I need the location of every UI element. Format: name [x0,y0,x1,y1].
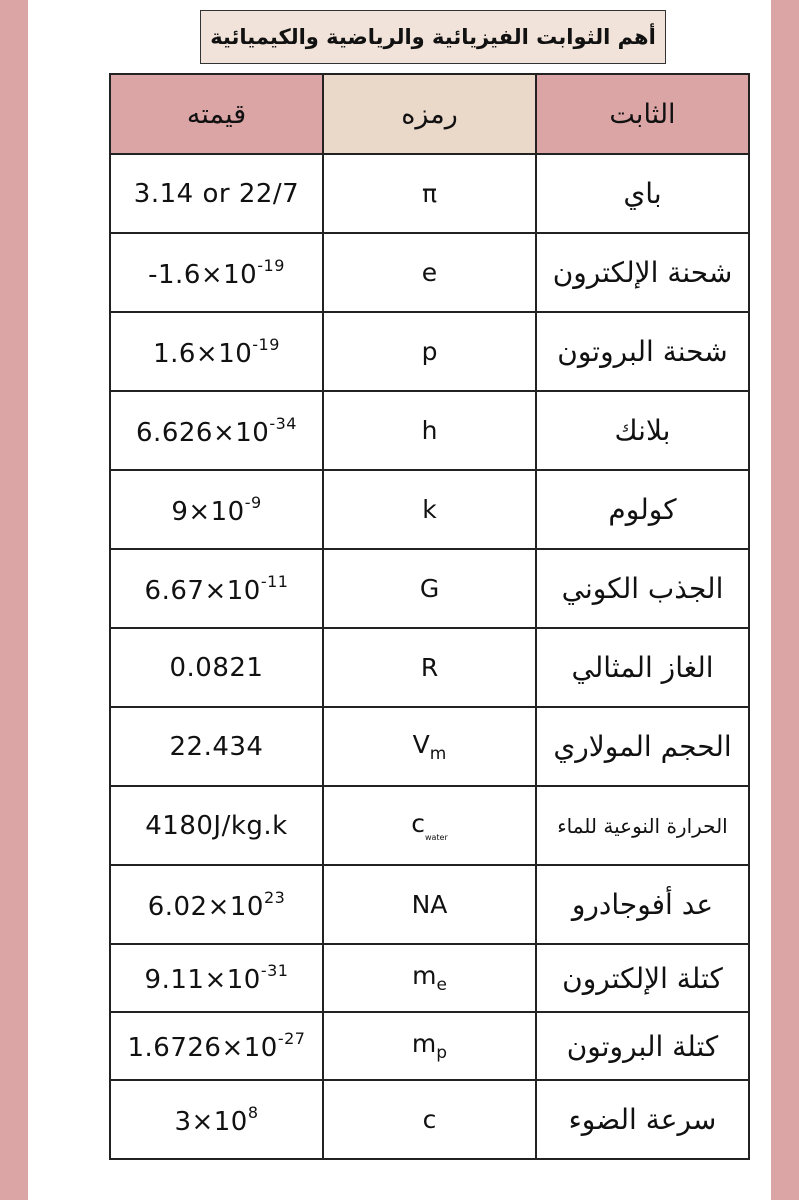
constant-name-cell: كتلة الإلكترون [536,944,749,1012]
value-exponent: 8 [247,1102,259,1122]
value-cell: 0.0821 [110,628,323,707]
value-cell [110,312,323,391]
value-base: 3×10 [174,1106,248,1137]
table-row [110,233,749,312]
value-cell [110,549,323,628]
value-exponent: -27 [277,1029,306,1048]
symbol-cell: c [323,1080,536,1159]
symbol-subscript: p [436,1043,448,1063]
symbol-cell: R [323,628,536,707]
constant-name-cell: كولوم [536,470,749,549]
value-cell: 3.14 or 22/7 [110,154,323,233]
table-row [110,391,749,470]
symbol-cell [323,707,536,786]
table-row [110,707,749,786]
constant-name-cell: الجذب الكوني [536,549,749,628]
value-base: -1.6×10 [148,259,258,290]
value-exponent: -31 [260,961,289,980]
symbol-base: c [411,809,425,838]
value-cell [110,233,323,312]
value-cell [110,470,323,549]
table-row [110,470,749,549]
value-exponent: -19 [252,334,280,354]
symbol-base: V [412,729,430,759]
symbol-subscript: water [424,833,448,842]
value-exponent: -11 [260,571,289,591]
symbol-cell: NA [323,865,536,944]
table-row [110,1080,749,1159]
value-exponent: 23 [263,887,286,907]
page-title: أهم الثوابت الفيزيائية والرياضية والكيميائية [200,10,666,64]
constant-name-cell: سرعة الضوء [536,1080,749,1159]
constant-name-cell: باي [536,154,749,233]
symbol-cell: p [323,312,536,391]
symbol-cell [323,944,536,1012]
value-base: 6.67×10 [144,575,261,606]
constant-name-cell: شحنة الإلكترون [536,233,749,312]
constant-name-cell: الغاز المثالي [536,628,749,707]
symbol-subscript: m [429,743,447,764]
value-cell [110,944,323,1012]
constant-name-cell: شحنة البروتون [536,312,749,391]
value-base: 1.6726×10 [127,1033,278,1063]
value-cell [110,1080,323,1159]
value-exponent: -9 [244,492,262,512]
page-sheet [28,0,771,1200]
constant-name-cell: الحرارة النوعية للماء [536,786,749,865]
value-base: 6.02×10 [147,891,264,922]
constant-name-cell: كتلة البروتون [536,1012,749,1080]
symbol-subscript: e [436,975,447,995]
value-cell [110,391,323,470]
value-base: 1.6×10 [153,338,253,369]
value-cell [110,1012,323,1080]
header-value: قيمته [110,74,323,154]
value-base: 6.626×10 [136,417,270,448]
constant-name-cell: عد أفوجادرو [536,865,749,944]
value-cell: 22.434 [110,707,323,786]
header-constant: الثابت [536,74,749,154]
table-row [110,1012,749,1080]
table-row [110,944,749,1012]
symbol-cell: G [323,549,536,628]
table-header-row [110,74,749,154]
header-symbol: رمزه [323,74,536,154]
table-row [110,312,749,391]
value-base: 9×10 [171,496,245,527]
constant-name-cell: الحجم المولاري [536,707,749,786]
table-row [110,549,749,628]
value-cell [110,865,323,944]
constants-table [109,73,750,1160]
symbol-cell [323,786,536,865]
symbol-cell: h [323,391,536,470]
constant-name-cell: بلانك [536,391,749,470]
symbol-cell: k [323,470,536,549]
value-cell: 4180J/kg.k [110,786,323,865]
symbol-base: m [411,1029,437,1058]
symbol-cell: e [323,233,536,312]
table-row [110,786,749,865]
symbol-cell: π [323,154,536,233]
table-row [110,154,749,233]
symbol-base: m [412,961,437,990]
value-base: 9.11×10 [144,965,261,995]
value-exponent: -19 [257,255,285,275]
table-row [110,865,749,944]
table-row [110,628,749,707]
symbol-cell [323,1012,536,1080]
value-exponent: -34 [269,413,297,433]
